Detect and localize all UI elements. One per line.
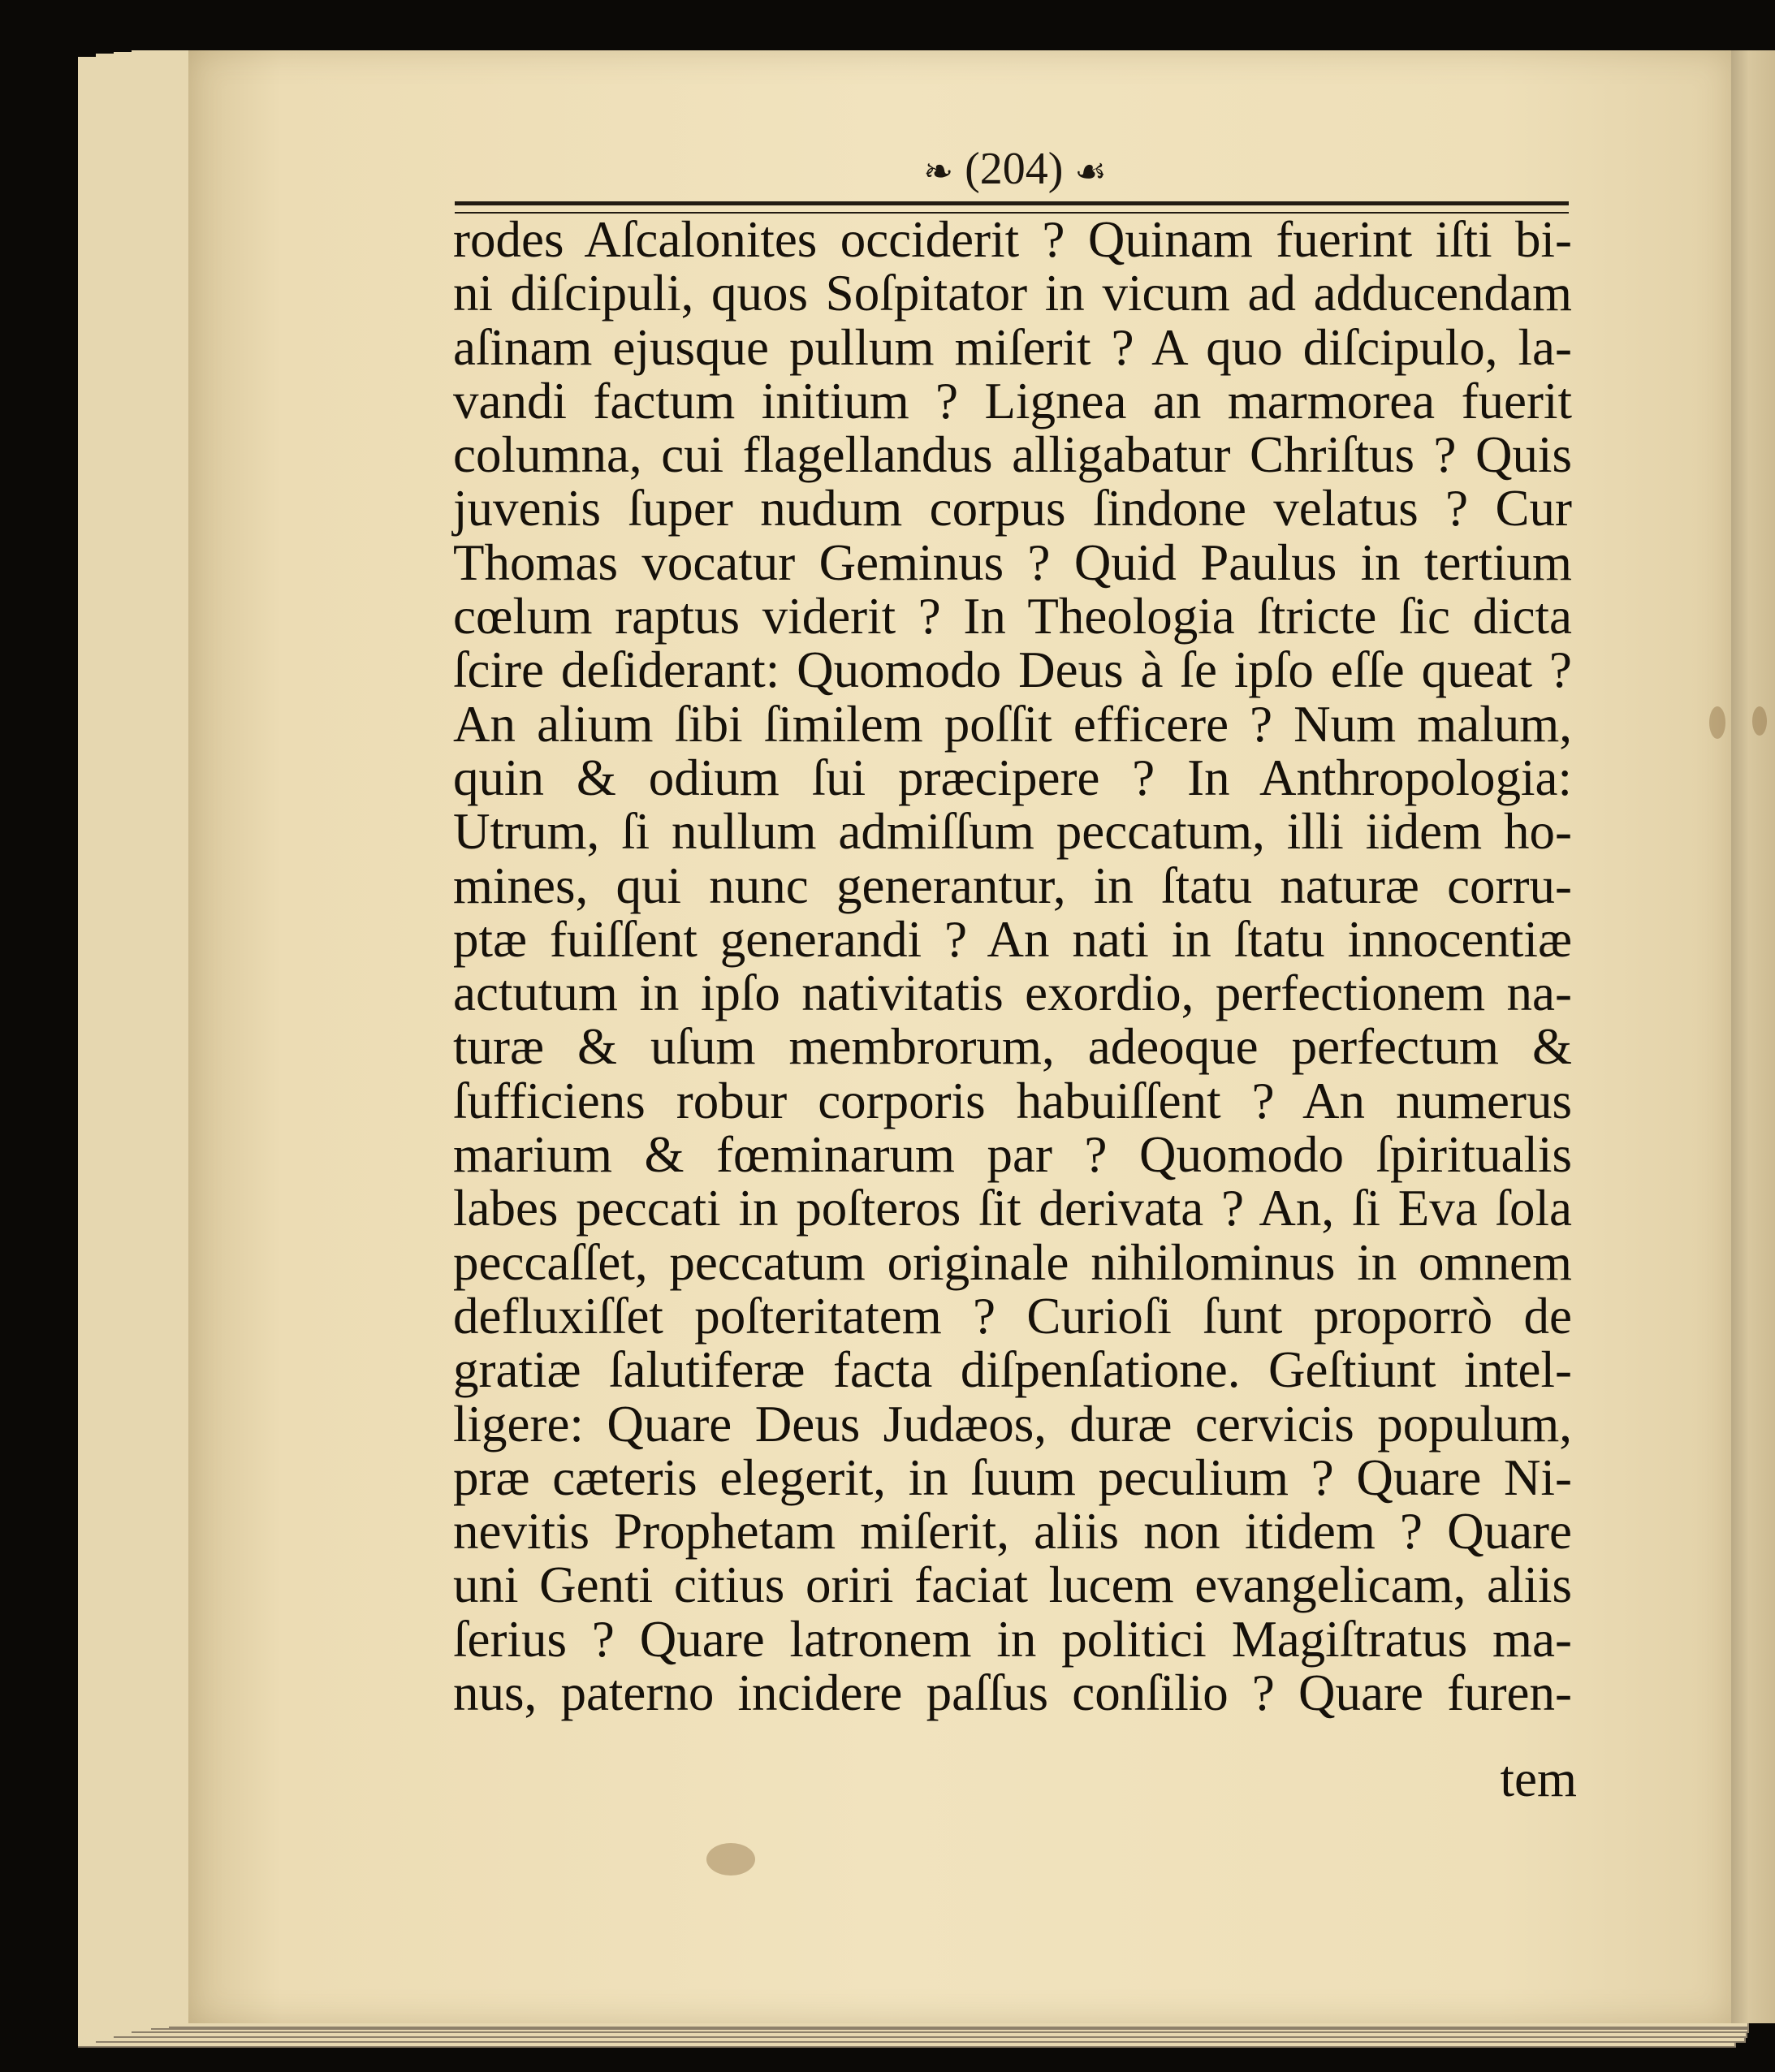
text-line: ptæ fuiſſent generandi ? An nati in ſtatu innocentiæ: [453, 910, 1572, 968]
fleuron-right-icon: ☙: [1074, 152, 1107, 192]
text-line: juvenis ſuper nudum corpus ſindone velatus ? Cur: [453, 480, 1572, 537]
body-text: [453, 213, 1572, 1720]
text-line: Thomas vocatur Geminus ? Quid Paulus in tertium: [453, 533, 1572, 591]
text-line: ſcire deſiderant: Quomodo Deus à ſe ipſo eſſe queat ?: [453, 641, 1572, 699]
text-line: labes peccati in poſteros ſit derivata ? An, ſi Eva ſola: [453, 1180, 1572, 1237]
text-line: gratiæ ſalutiferæ facta diſpenſatione. Geſtiunt intel-: [453, 1341, 1572, 1399]
text-line: marium & fœminarum par ? Quomodo ſpiritualis: [453, 1126, 1572, 1184]
text-line: aſinam ejusque pullum miſerit ? A quo diſcipulo, la-: [453, 318, 1572, 376]
text-line: An alium ſibi ſimilem poſſit efficere ? Num malum,: [453, 695, 1572, 753]
text-line: ſerius ? Quare latronem in politici Magiſtratus ma-: [453, 1610, 1572, 1668]
fleuron-left-icon: ❧: [923, 152, 954, 192]
facing-page-edge: [1731, 50, 1775, 2023]
text-line: nevitis Prophetam miſerit, aliis non itidem ? Quare: [453, 1503, 1572, 1560]
text-line: Utrum, ſi nullum admiſſum peccatum, illi iidem ho-: [453, 803, 1572, 861]
text-line: uni Genti citius oriri faciat lucem evangelicam, aliis: [453, 1556, 1572, 1614]
running-head: [844, 136, 1185, 201]
text-line: turæ & uſum membrorum, adeoque perfectum &: [453, 1018, 1572, 1076]
text-line: ni diſcipuli, quos Soſpitator in vicum ad adducendam: [453, 265, 1572, 322]
text-line: ſufficiens robur corporis habuiſſent ? An numerus: [453, 1072, 1572, 1129]
text-line: mines, qui nunc generantur, in ſtatu naturæ corru-: [453, 857, 1572, 914]
text-line: peccaſſet, peccatum originale nihilominus in omnem: [453, 1233, 1572, 1291]
text-line: vandi factum initium ? Lignea an marmorea fuerit: [453, 372, 1572, 430]
paper-stain: [1709, 706, 1725, 739]
text-line: nus, paterno incidere paſſus conſilio ? Quare furen-: [453, 1664, 1572, 1722]
text-line: rodes Aſcalonites occiderit ? Quinam fuerint iſti bi-: [453, 211, 1572, 268]
text-line: quin & odium ſui præcipere ? In Anthropologia:: [453, 749, 1572, 806]
text-line: columna, cui flagellandus alligabatur Chriſtus ? Quis: [453, 426, 1572, 484]
paper-stain: [706, 1843, 755, 1876]
text-line: cœlum raptus viderit ? In Theologia ſtricte ſic dicta: [453, 588, 1572, 645]
page-number: (204): [965, 144, 1064, 194]
text-line: actutum in ipſo nativitatis exordio, perfectionem na-: [453, 965, 1572, 1022]
paper-stain: [1752, 706, 1767, 736]
catchword: tem: [1500, 1750, 1577, 1807]
text-line: ligere: Quare Deus Judæos, duræ cervicis populum,: [453, 1395, 1572, 1453]
text-line: præ cæteris elegerit, in ſuum peculium ? Quare Ni-: [453, 1448, 1572, 1506]
text-line: defluxiſſet poſteritatem ? Curioſi ſunt proporrò de: [453, 1287, 1572, 1345]
